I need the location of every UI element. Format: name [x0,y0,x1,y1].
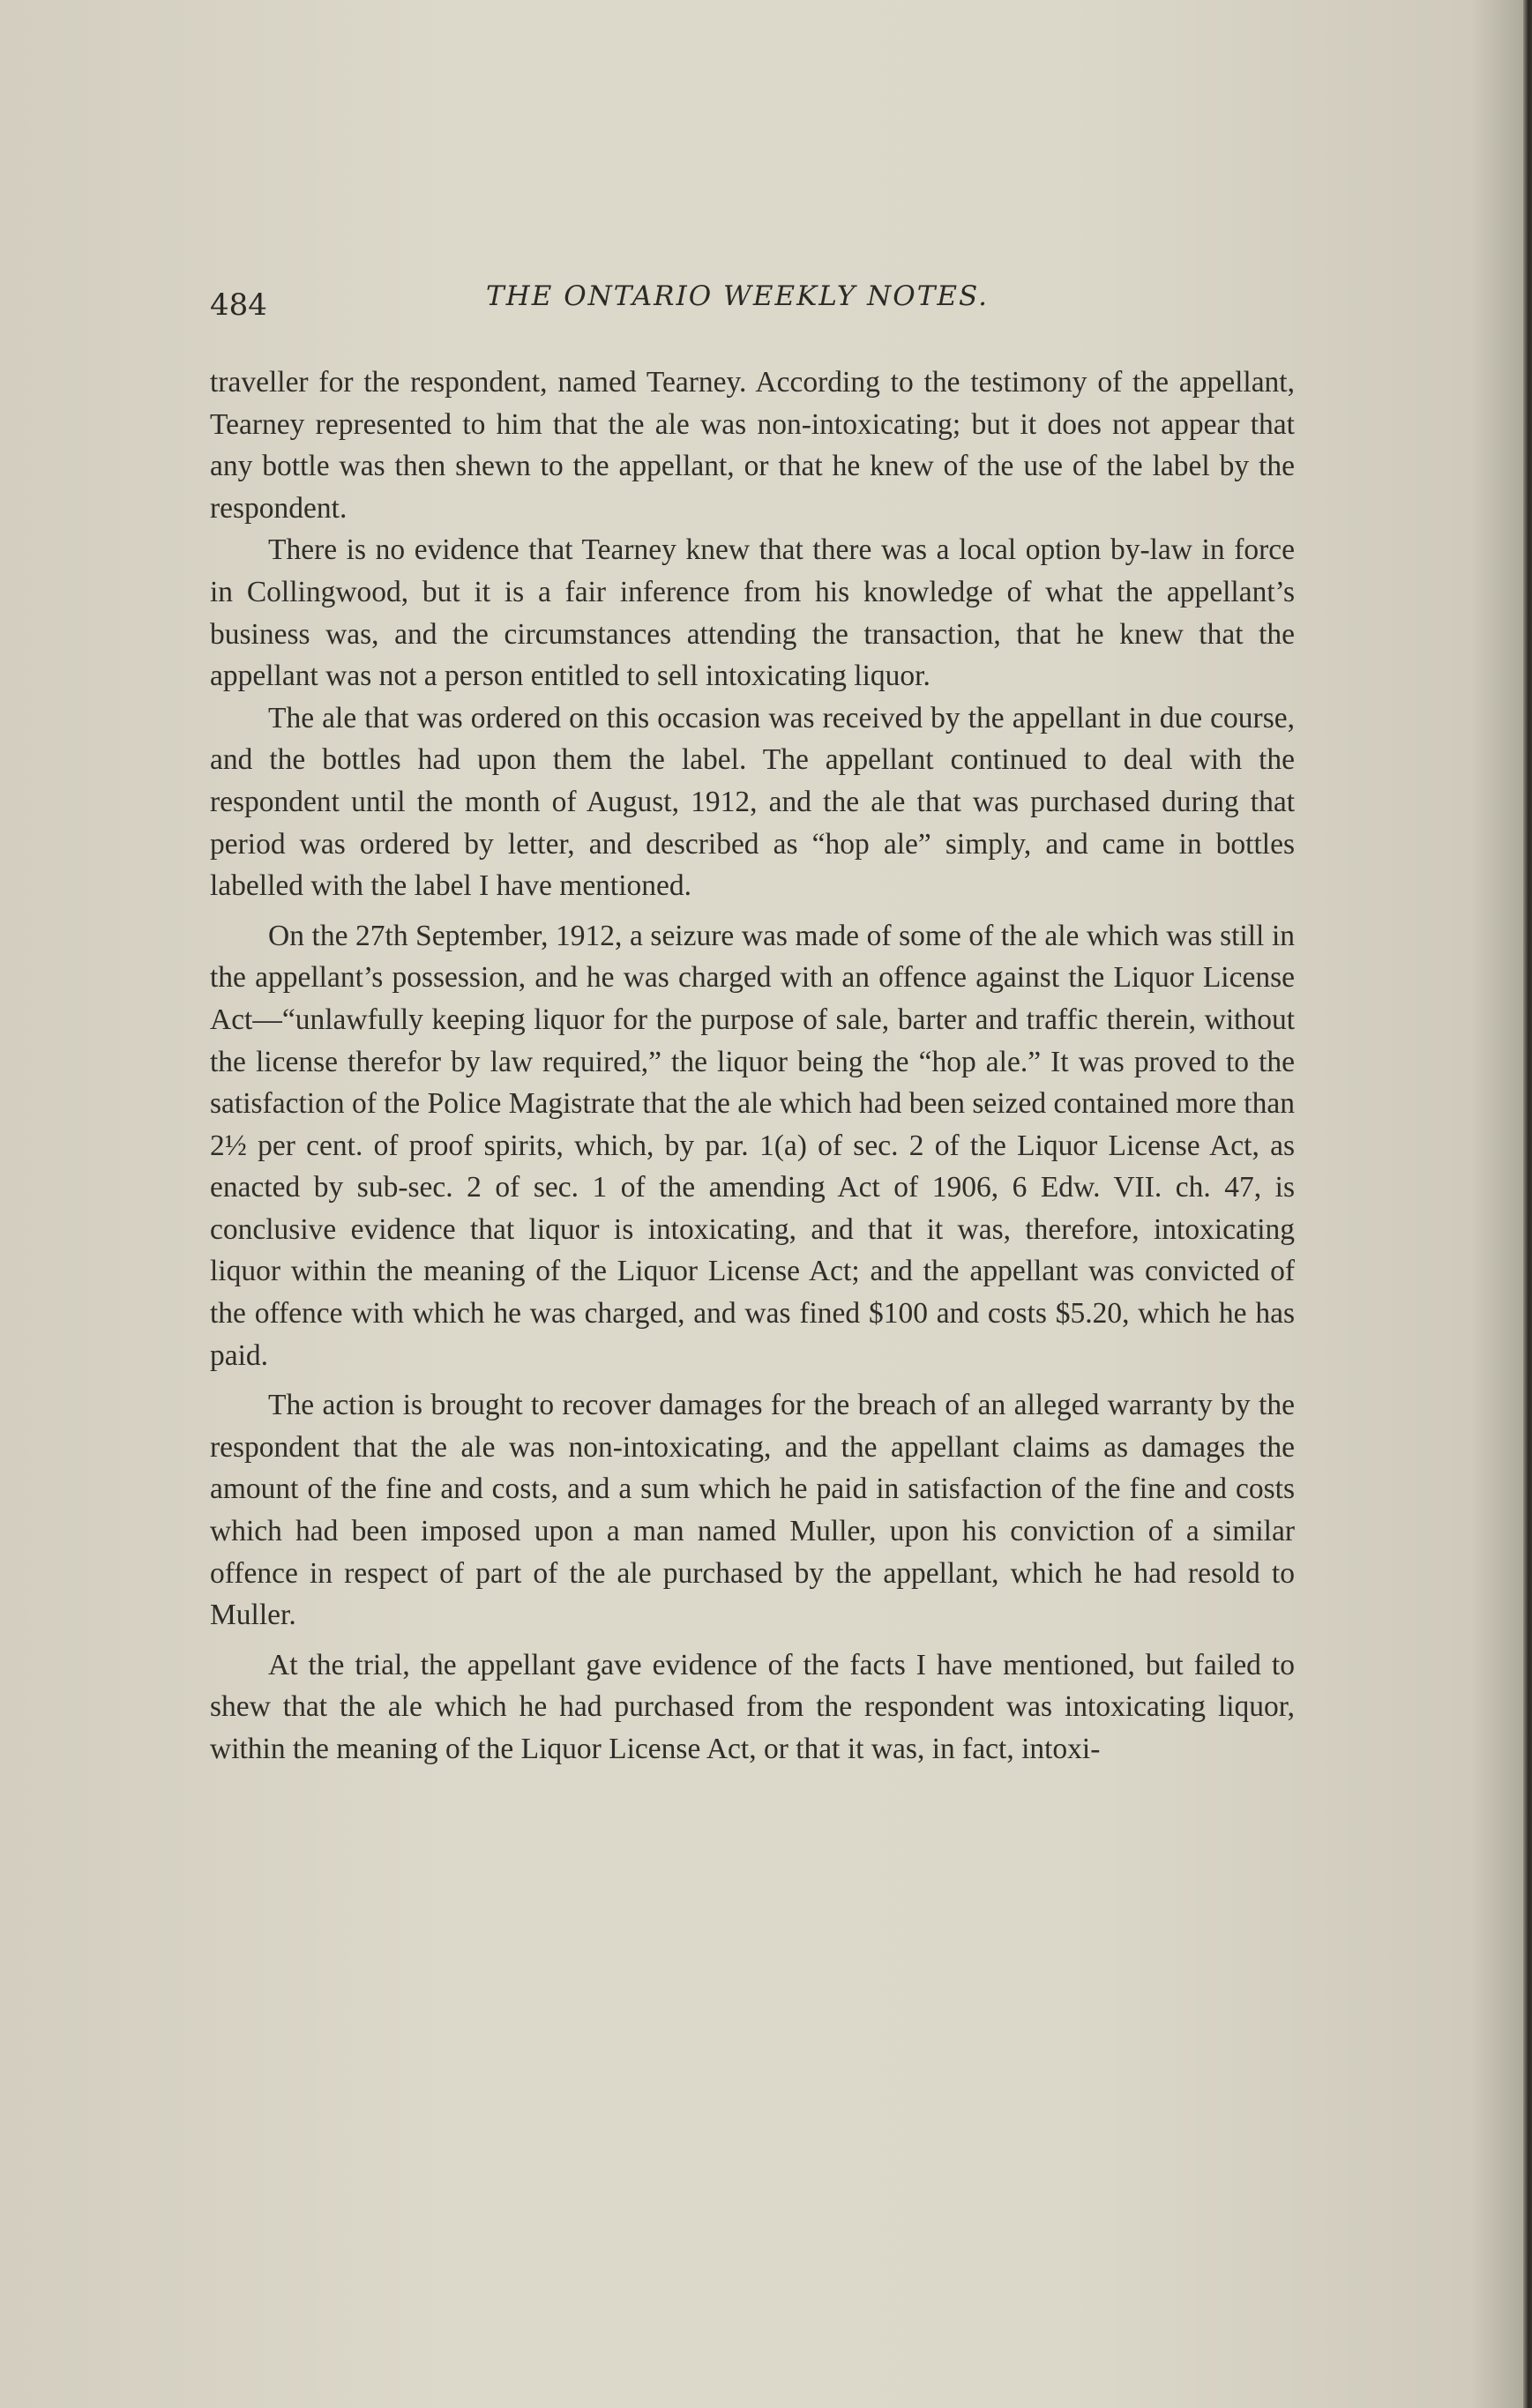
paragraph: At the trial, the appellant gave evidence of the facts I have mentioned, but failed to shew that the ale which he had purchased from the respondent was intoxicating liquor, within the meaning of the Liquor License Act, or that it was, in fact, intoxi- [210,1648,1295,1765]
paragraph: The ale that was ordered on this occasion was received by the appellant in due course, and the bottles had upon them the label. The appellant continued to deal with the respondent until the month of August, 1912, and the ale that was purchased during that period was ordered by letter, and described as “hop ale” simply, and came in bottles labelled with the label I have mentioned. [210,701,1295,903]
paragraph: On the 27th September, 1912, a seizure was made of some of the ale which was still in the appellant’s possession, and he was charged with an offence against the Liquor License Act—“unlawfully keeping liquor for the purpose of sale, barter and traffic therein, without the license therefor by law required,” the liquor being the “hop ale.” It was proved to the satisfaction of the Police Magistrate that the ale which had been seized contained more than 2½ per cent. of proof spirits, which, by par. 1(a) of sec. 2 of the Liquor License Act, as enacted by sub-sec. 2 of sec. 1 of the amending Act of 1906, 6 Edw. VII. ch. 47, is conclusive evidence that liquor is intoxicating, and that it was, therefore, intoxicating liquor within the meaning of the Liquor License Act; and the appellant was convicted of the offence with which he was charged, and was fined $100 and costs $5.20, which he has paid. [210,919,1295,1372]
paragraph: There is no evidence that Tearney knew that there was a local option by-law in force in Collingwood, but it is a fair inference from his knowledge of what the appellant’s business was, and the circumstances attending the transaction, that he knew that the appellant was not a person entitled to sell intoxicating liquor. [210,533,1295,693]
page-binding-edge [1523,0,1532,2408]
body-text [210,362,1295,1771]
page-number: 484 [210,287,267,323]
running-title: THE ONTARIO WEEKLY NOTES. [486,280,989,312]
paragraph: The action is brought to recover damages for the breach of an alleged warranty by the respondent that the ale was non-intoxicating, and the appellant claims as damages the amount of the fine and costs, and a sum which he paid in satisfaction of the fine and costs which had been imposed upon a man named Muller, upon his conviction of a similar offence in respect of part of the ale purchased by the appellant, which he had resold to Muller. [210,1389,1295,1632]
page-header [210,280,1295,324]
paragraph-continuation: traveller for the respondent, named Tearney. According to the testimony of the appellant, Tearney represented to him that the ale was non-intoxicating; but it does not appear that any bottle was then shewn to the appellant, or that he knew of the use of the label by the respondent. [210,366,1295,525]
